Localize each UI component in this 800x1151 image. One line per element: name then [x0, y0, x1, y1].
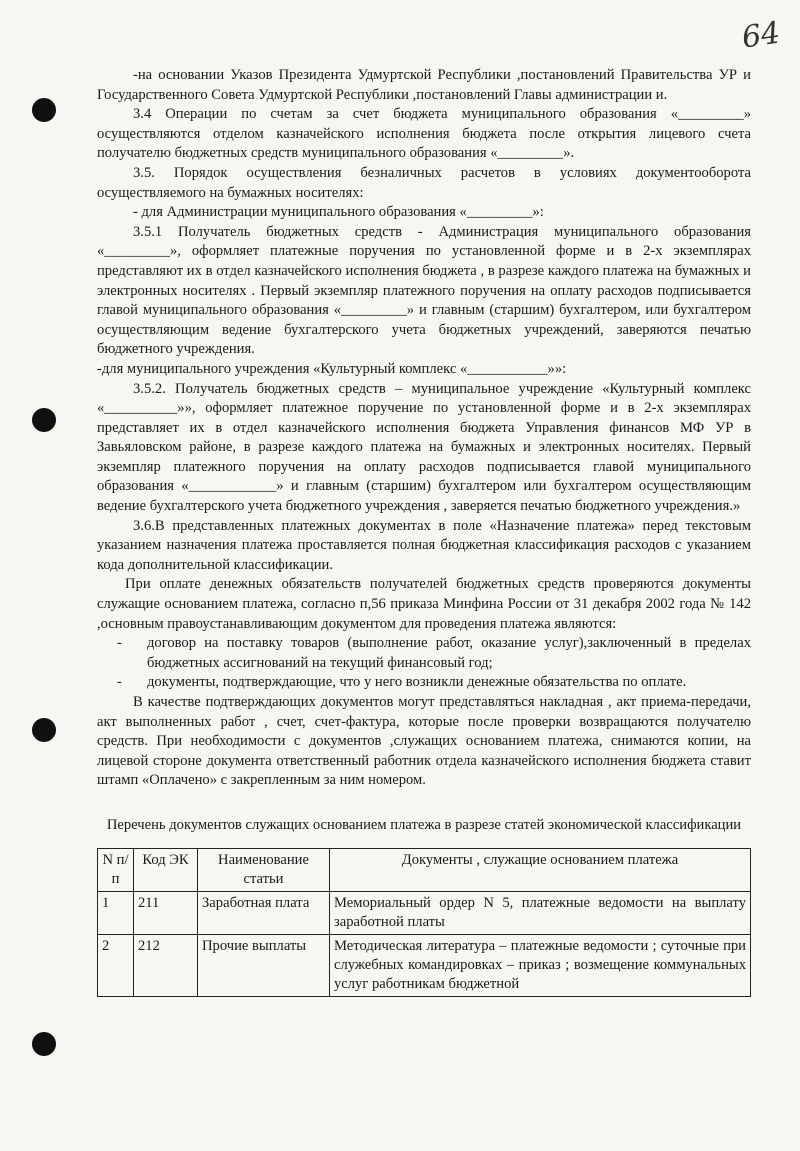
- paragraph: -для муниципального учреждения «Культурный комплекс «___________»»:: [97, 360, 567, 377]
- paragraph: 3.4 Операции по счетам за счет бюджета муниципального образования «_________» осуществляются отделом казначейского исполнения бюджета после открытия лицевого счета получателю бюджетных средств муниципального образования «_________».: [97, 106, 751, 162]
- paragraph: При оплате денежных обязательств получателей бюджетных средств проверяются документы служащие основанием платежа, согласно п,56 приказа Минфина России от 31 декабря 2002 года № 142 ,основным правоустанавливающим документом для проведения платежа являются:: [97, 576, 751, 632]
- list-title: Перечень документов служащих основанием платежа в разрезе статей экономической классификации: [106, 816, 742, 833]
- list-item: [97, 673, 751, 693]
- cell-docs: Мемориальный ордер N 5, платежные ведомости на выплату заработной платы: [330, 891, 751, 934]
- list-item-text: договор на поставку товаров (выполнение работ, оказание услуг),заключенный в пределах бюджетных ассигнований на текущий финансовый год;: [147, 635, 751, 671]
- header-docs: Документы , служащие основанием платежа: [330, 848, 751, 891]
- cell-name: Прочие выплаты: [198, 934, 330, 996]
- table-row: [98, 934, 751, 996]
- cell-docs: Методическая литература – платежные ведомости ; суточные при служебных командировках – приказ ; возмещение коммунальных услуг работникам бюджетной: [330, 934, 751, 996]
- binder-hole: [32, 98, 56, 122]
- bullet-mark: -: [117, 674, 122, 691]
- paragraph: - для Администрации муниципального образования «_________»:: [133, 204, 544, 221]
- binder-hole: [32, 718, 56, 742]
- cell-num: 1: [98, 891, 134, 934]
- paragraph: В качестве подтверждающих документов могут представляться накладная , акт приема-передачи, акт выполненных работ , счет, счет-фактура, которые после проверки возвращаются получателю средств. При необходимости с документов ,служащих основанием платежа, снимаются копии, на лицевой стороне документа ответственный работник отдела казначейского исполнения бюджета ставит штамп «Оплачено» с закрепленным за ним номером.: [97, 694, 751, 789]
- documents-table: [97, 848, 751, 997]
- list-item: [97, 634, 751, 673]
- table-row: [98, 891, 751, 934]
- paragraph: 3.5.1 Получатель бюджетных средств - Администрация муниципального образования «_________», оформляет платежные поручения по установленной форме и в 2-х экземплярах представляют их в отдел казначейского исполнения бюджета , в разрезе каждого платежа на бумажных и электронных носителях . Первый экземпляр платежного поручения на оплату расходов подписывается главой муниципального образования «_________» и главным (старшим) бухгалтером, или бухгалтером осуществляющим ведение бухгалтерского учета бюджетных учреждений, заверяются печатью бюджетного учреждения.: [97, 223, 751, 358]
- header-name: Наименование статьи: [198, 848, 330, 891]
- cell-name: Заработная плата: [198, 891, 330, 934]
- handwritten-page-number: 64: [739, 15, 783, 56]
- cell-num: 2: [98, 934, 134, 996]
- binder-hole: [32, 1032, 56, 1056]
- bullet-mark: -: [117, 635, 122, 652]
- binder-hole: [32, 408, 56, 432]
- table-header-row: [98, 848, 751, 891]
- paragraph: 3.5. Порядок осуществления безналичных расчетов в условиях документооборота осуществляемого на бумажных носителях:: [97, 164, 751, 201]
- paragraph: 3.5.2. Получатель бюджетных средств – муниципальное учреждение «Культурный комплекс «__________»», оформляет платежное поручение по установленной форме и в 2-х экземплярах представляет их в отдел казначейского исполнения бюджета Управления финансов МФ УР в Завьяловском районе, в разрезе каждого платежа на бумажных и электронных носителях. Первый экземпляр платежного поручения на оплату расходов подписывается главой муниципального образования «____________» и главным (старшим) бухгалтером или бухгалтером осуществляющим ведение бухгалтерского учета бюджетного учреждения , заверяется печатью бюджетного учреждения.»: [97, 380, 751, 515]
- paragraph: 3.6.В представленных платежных документах в поле «Назначение платежа» перед текстовым указанием назначения платежа проставляется полная бюджетная классификация расходов с указанием кода дополнительной классификации.: [97, 517, 751, 573]
- header-num: N п/п: [98, 848, 134, 891]
- cell-code: 211: [134, 891, 198, 934]
- list-item-text: документы, подтверждающие, что у него возникли денежные обязательства по оплате.: [147, 674, 687, 691]
- paragraph: -на основании Указов Президента Удмуртской Республики ,постановлений Правительства УР и Государственного Совета Удмуртской Республики ,постановлений Главы администрации и.: [97, 67, 751, 103]
- header-code: Код ЭК: [134, 848, 198, 891]
- cell-code: 212: [134, 934, 198, 996]
- document-body: [97, 66, 751, 997]
